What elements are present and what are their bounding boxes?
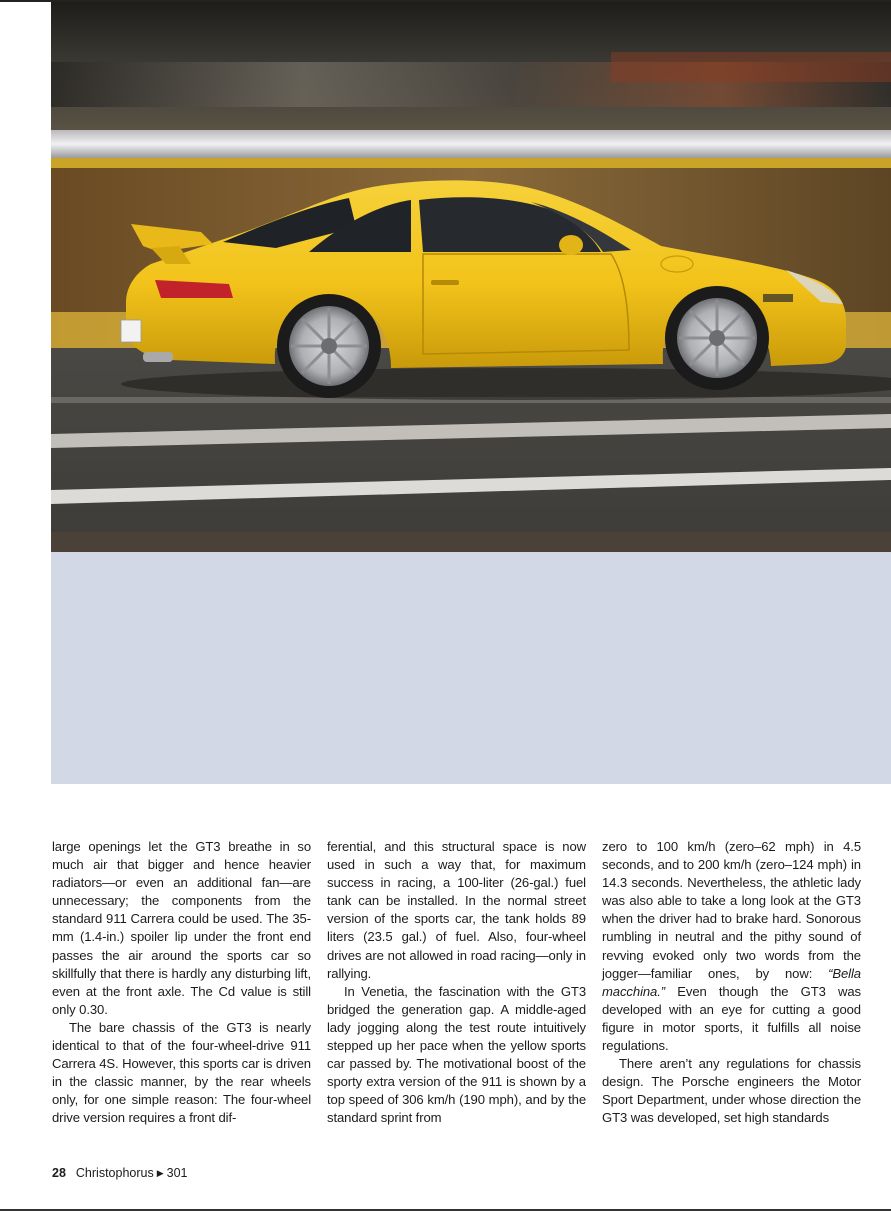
paragraph: In Venetia, the fascination with the GT3 bridged the generation gap. A middle-aged lady jogging along the test route intuitively stepped up her pace when the yellow sports car passed by. The motivational boost of the sporty extra version of the 911 is shown by a top speed of 306 km/h (190 mph), and by the standard sprint from bbox=[327, 983, 586, 1126]
magazine-name: Christophorus bbox=[75, 1166, 154, 1180]
article-column-1 bbox=[52, 838, 311, 1128]
issue-number: 301 bbox=[166, 1166, 188, 1180]
paragraph-text: Even though the GT3 was developed with an eye for cutting a good figure in motor sports, it fulfills all noise regulations. bbox=[602, 983, 861, 1054]
paragraph-text: zero to 100 km/h (zero–62 mph) in 4.5 seconds, and to 200 km/h (zero–124 mph) in 14.3 seconds. Nevertheless, the athletic lady was also able to take a long look at the GT3 when the driver had to brake hard. Sonorous rumbling in neutral and the pithy sound of revving evoked only two words from the jogger—familiar ones, by now: bbox=[602, 839, 861, 981]
page-number: 28 bbox=[52, 1166, 66, 1180]
quote-bella-macchina: “Bella macchina.” bbox=[602, 965, 861, 999]
car-photo bbox=[51, 2, 891, 552]
arrow-right-icon: ▶ bbox=[156, 1168, 164, 1178]
paragraph: ferential, and this structural space is now used in such a way that, for maximum success in racing, a 100-liter (26-gal.) fuel tank can be installed. In the normal street version of the sports car, the tank holds 89 liters (23.5 gal.) of fuel. Also, four-wheel drives are not allowed in road racing—only in rallying. bbox=[327, 839, 586, 981]
paragraph: The bare chassis of the GT3 is nearly identical to that of the four-wheel-drive 911 Carrera 4S. However, this sports car is driven in the classic manner, by the rear wheels only, for one simple reason: The four-wheel drive version requires a front dif- bbox=[52, 1019, 311, 1126]
article-column-3 bbox=[602, 838, 861, 1128]
page-footer bbox=[52, 1166, 188, 1180]
article-column-2 bbox=[327, 838, 586, 1128]
caption-panel bbox=[51, 552, 891, 784]
paragraph: There aren’t any regulations for chassis design. The Porsche engineers the Motor Sport Department, under whose direction the GT3 was developed, set high standards bbox=[602, 1056, 861, 1126]
paragraph bbox=[602, 838, 861, 1055]
paragraph: large openings let the GT3 breathe in so much air that bigger and hence heavier radiators—or even an additional fan—are unnecessary; the components from the standard 911 Carrera could be used. The 35-mm (1.4-in.) spoiler lip under the front end passes the air around the sports car so skillfully that there is hardly any disturbing lift, even at the front axle. The Cd value is still only 0.30. bbox=[52, 839, 311, 1017]
